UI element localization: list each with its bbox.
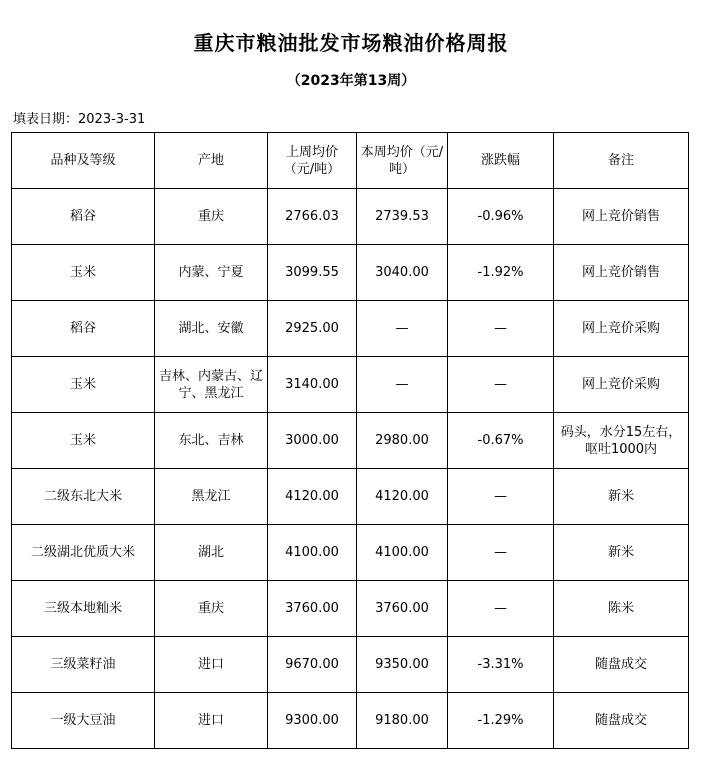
- cell-variety: 二级湖北优质大米: [12, 525, 155, 581]
- cell-last-week: 2925.00: [268, 301, 357, 357]
- cell-note: 随盘成交: [554, 637, 689, 693]
- cell-this-week: 4120.00: [357, 469, 448, 525]
- cell-origin: 黑龙江: [155, 469, 268, 525]
- cell-origin: 东北、吉林: [155, 413, 268, 469]
- table-row: [12, 469, 689, 525]
- report-title: 重庆市粮油批发市场粮油价格周报: [193, 31, 509, 55]
- col-header-variety: 品种及等级: [12, 133, 155, 189]
- table-row: [12, 301, 689, 357]
- cell-this-week: —: [357, 301, 448, 357]
- cell-variety: 稻谷: [12, 301, 155, 357]
- cell-origin: 内蒙、宁夏: [155, 245, 268, 301]
- cell-origin: 重庆: [155, 581, 268, 637]
- cell-this-week: 2980.00: [357, 413, 448, 469]
- table-row: [12, 413, 689, 469]
- cell-variety: 稻谷: [12, 189, 155, 245]
- table-header-row: [12, 133, 689, 189]
- fill-date: 填表日期：2023-3-31: [13, 112, 146, 127]
- cell-variety: 三级菜籽油: [12, 637, 155, 693]
- cell-note: 码头，水分15左右，呕吐1000内: [554, 413, 689, 469]
- cell-origin: 进口: [155, 637, 268, 693]
- cell-origin: 重庆: [155, 189, 268, 245]
- cell-variety: 玉米: [12, 357, 155, 413]
- cell-last-week: 9300.00: [268, 693, 357, 749]
- cell-last-week: 9670.00: [268, 637, 357, 693]
- table-row: [12, 637, 689, 693]
- cell-variety: 玉米: [12, 245, 155, 301]
- cell-this-week: 3760.00: [357, 581, 448, 637]
- cell-last-week: 4120.00: [268, 469, 357, 525]
- cell-note: 网上竞价销售: [554, 189, 689, 245]
- cell-variety: 三级本地籼米: [12, 581, 155, 637]
- cell-origin: 吉林、内蒙古、辽宁、黑龙江: [155, 357, 268, 413]
- cell-this-week: 2739.53: [357, 189, 448, 245]
- table-row: [12, 581, 689, 637]
- cell-origin: 湖北: [155, 525, 268, 581]
- cell-this-week: 4100.00: [357, 525, 448, 581]
- report-subtitle: （2023年第13周）: [286, 73, 416, 89]
- table-row: [12, 245, 689, 301]
- table-row: [12, 693, 689, 749]
- cell-variety: 玉米: [12, 413, 155, 469]
- cell-change: —: [448, 581, 554, 637]
- table-row: [12, 357, 689, 413]
- cell-variety: 一级大豆油: [12, 693, 155, 749]
- cell-this-week: 9350.00: [357, 637, 448, 693]
- cell-origin: 湖北、安徽: [155, 301, 268, 357]
- table-row: [12, 525, 689, 581]
- col-header-change: 涨跌幅: [448, 133, 554, 189]
- table-row: [12, 189, 689, 245]
- cell-this-week: 3040.00: [357, 245, 448, 301]
- cell-this-week: 9180.00: [357, 693, 448, 749]
- cell-note: 新米: [554, 525, 689, 581]
- cell-variety: 二级东北大米: [12, 469, 155, 525]
- cell-change: —: [448, 469, 554, 525]
- cell-change: -1.29%: [448, 693, 554, 749]
- cell-note: 网上竞价销售: [554, 245, 689, 301]
- cell-last-week: 3099.55: [268, 245, 357, 301]
- cell-note: 网上竞价采购: [554, 301, 689, 357]
- col-header-origin: 产地: [155, 133, 268, 189]
- cell-change: —: [448, 357, 554, 413]
- cell-this-week: —: [357, 357, 448, 413]
- cell-change: —: [448, 301, 554, 357]
- cell-origin: 进口: [155, 693, 268, 749]
- cell-last-week: 3000.00: [268, 413, 357, 469]
- cell-change: -3.31%: [448, 637, 554, 693]
- cell-last-week: 4100.00: [268, 525, 357, 581]
- cell-last-week: 2766.03: [268, 189, 357, 245]
- cell-change: -0.67%: [448, 413, 554, 469]
- cell-note: 随盘成交: [554, 693, 689, 749]
- price-table: [11, 132, 689, 749]
- col-header-note: 备注: [554, 133, 689, 189]
- cell-last-week: 3760.00: [268, 581, 357, 637]
- cell-change: -1.92%: [448, 245, 554, 301]
- col-header-last-week: 上周均价（元/吨）: [268, 133, 357, 189]
- cell-change: -0.96%: [448, 189, 554, 245]
- cell-last-week: 3140.00: [268, 357, 357, 413]
- cell-note: 陈米: [554, 581, 689, 637]
- col-header-this-week: 本周均价（元/吨）: [357, 133, 448, 189]
- cell-change: —: [448, 525, 554, 581]
- cell-note: 网上竞价采购: [554, 357, 689, 413]
- cell-note: 新米: [554, 469, 689, 525]
